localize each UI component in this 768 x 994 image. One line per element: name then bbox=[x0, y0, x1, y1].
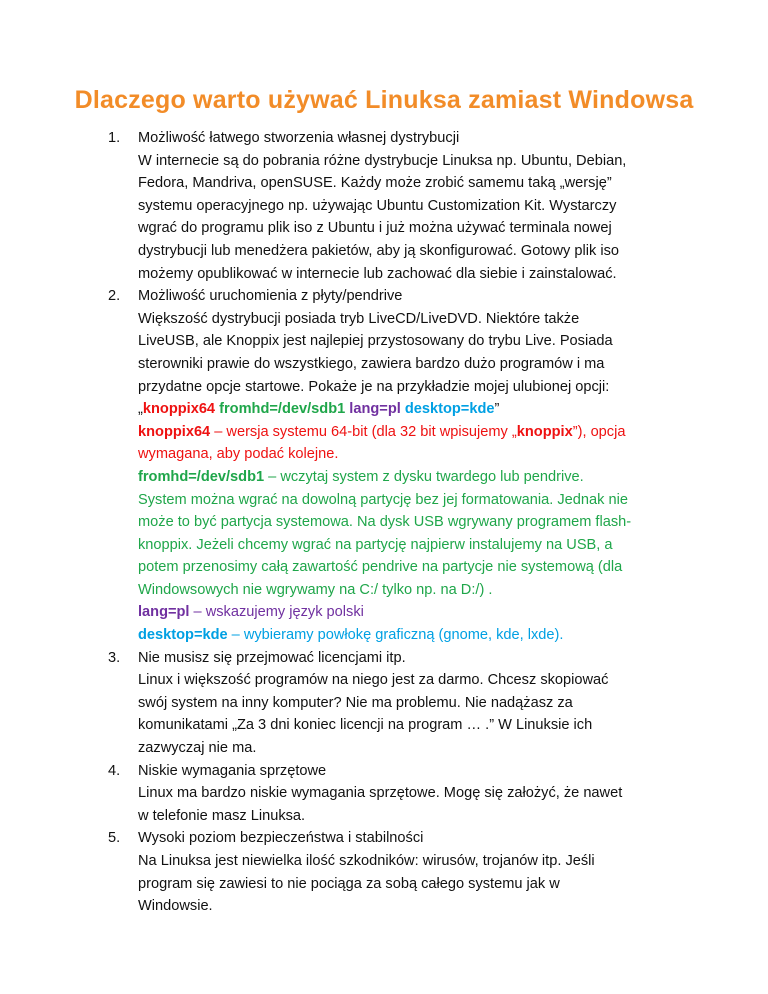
body-line: Na Linuksa jest niewielka ilość szkodników: wirusów, trojanów itp. Jeśli bbox=[138, 853, 595, 869]
list-item bbox=[108, 127, 693, 285]
body-line: Fedora, Mandriva, openSUSE. Każdy może zrobić samemu taką „wersję” bbox=[138, 175, 612, 192]
body-line: zazwyczaj nie ma. bbox=[138, 740, 257, 757]
page-title: Dlaczego warto używać Linuksa zamiast Windowsa bbox=[74, 86, 694, 114]
option-desc: – wersja systemu 64-bit (dla 32 bit wpisujemy „ bbox=[210, 423, 517, 440]
body-line: Większość dystrybucji posiada tryb LiveCD/LiveDVD. Niektóre także bbox=[138, 310, 580, 327]
item-heading: Niskie wymagania sprzętowe bbox=[138, 762, 327, 779]
body-line: dystrybucji lub menedżera pakietów, aby ją skonfigurować. Gotowy plik iso bbox=[138, 242, 620, 259]
body-line: W internecie są do pobrania różne dystrybucje Linuksa np. Ubuntu, Debian, bbox=[138, 152, 627, 169]
item-number: 5. bbox=[108, 830, 121, 847]
body-line: swój system na inny komputer? Nie ma problemu. Nie nadążasz za bbox=[138, 694, 573, 711]
body-line: Linux i większość programów na niego jest za darmo. Chcesz skopiować bbox=[138, 672, 609, 689]
list-item bbox=[108, 647, 693, 760]
item-heading: Możliwość łatwego stworzenia własnej dystrybucji bbox=[138, 130, 460, 146]
reasons-list bbox=[108, 127, 693, 918]
boot-command-line bbox=[138, 398, 693, 421]
command-part-lang: lang=pl bbox=[349, 401, 401, 418]
list-item bbox=[108, 760, 693, 828]
body-line: wgrać do programu plik iso z Ubuntu i już można używać terminala nowej bbox=[138, 220, 612, 237]
option-key-alt: knoppix bbox=[516, 423, 573, 440]
body-line: Windowsie. bbox=[138, 898, 213, 915]
item-heading: Możliwość uruchomienia z płyty/pendrive bbox=[138, 288, 403, 305]
body-line: przydatne opcje startowe. Pokaże je na przykładzie mojej ulubionej opcji: bbox=[138, 378, 610, 395]
body-line: systemu operacyjnego np. używając Ubuntu Customization Kit. Wystarczy bbox=[138, 197, 617, 214]
item-number: 4. bbox=[108, 762, 121, 779]
body-line: możemy opublikować w internecie lub zachować dla siebie i zainstalować. bbox=[138, 265, 617, 282]
body-line: Linux ma bardzo niskie wymagania sprzętowe. Mogę się założyć, że nawet bbox=[138, 785, 623, 802]
option-desc: – wczytaj system z dysku twardego lub pendrive. bbox=[264, 468, 584, 485]
option-fromhd-line bbox=[138, 466, 693, 489]
option-desc: – wskazujemy język polski bbox=[189, 604, 364, 621]
item-number: 1. bbox=[108, 130, 121, 146]
body-line: program się zawiesi to nie pociąga za sobą całego systemu jak w bbox=[138, 875, 560, 892]
option-key: desktop=kde bbox=[138, 627, 228, 644]
item-heading: Wysoki poziom bezpieczeństwa i stabilności bbox=[138, 830, 424, 847]
close-quote: ” bbox=[494, 401, 500, 418]
list-item bbox=[108, 827, 693, 917]
option-lang-line bbox=[138, 601, 693, 624]
option-desc-line: może to być partycja systemowa. Na dysk USB wgrywany programem flash- bbox=[138, 514, 632, 531]
option-key: fromhd=/dev/sdb1 bbox=[138, 468, 265, 485]
command-part-knoppix64: knoppix64 bbox=[142, 401, 216, 418]
body-line: sterowniki prawie do wszystkiego, zawiera bardzo dużo programów i ma bbox=[138, 355, 605, 372]
command-part-desktop: desktop=kde bbox=[404, 401, 495, 418]
list-item bbox=[108, 285, 693, 647]
option-key: lang=pl bbox=[138, 604, 190, 621]
option-desc-line: System można wgrać na dowolną partycję bez jej formatowania. Jednak nie bbox=[138, 491, 628, 508]
body-line: w telefonie masz Linuksa. bbox=[138, 807, 306, 824]
item-number: 3. bbox=[108, 649, 121, 666]
body-line: komunikatami „Za 3 dni koniec licencji na program … .” W Linuksie ich bbox=[138, 717, 593, 734]
option-desc-tail: ”), opcja bbox=[572, 423, 626, 440]
item-heading: Nie musisz się przejmować licencjami itp. bbox=[138, 649, 406, 666]
option-key: knoppix64 bbox=[138, 423, 211, 440]
option-knoppix64-line bbox=[138, 421, 693, 444]
option-desc-line: Windowsowych nie wgrywamy na C:/ tylko np. na D:/) . bbox=[138, 581, 493, 598]
body-line: LiveUSB, ale Knoppix jest najlepiej przystosowany do trybu Live. Posiada bbox=[138, 333, 613, 350]
open-quote: „ bbox=[138, 401, 143, 418]
option-desc-line: knoppix. Jeżeli chcemy wgrać na partycję najpierw instalujemy na USB, a bbox=[138, 536, 613, 553]
command-part-fromhd: fromhd=/dev/sdb1 bbox=[219, 401, 346, 418]
option-desc: – wybieramy powłokę graficzną (gnome, kde, lxde). bbox=[227, 627, 564, 644]
option-desktop-line bbox=[138, 624, 693, 647]
option-desc-line: wymagana, aby podać kolejne. bbox=[138, 446, 339, 463]
item-number: 2. bbox=[108, 288, 121, 305]
option-desc-line: potem przenosimy całą zawartość pendrive na partycje nie systemową (dla bbox=[138, 559, 623, 576]
